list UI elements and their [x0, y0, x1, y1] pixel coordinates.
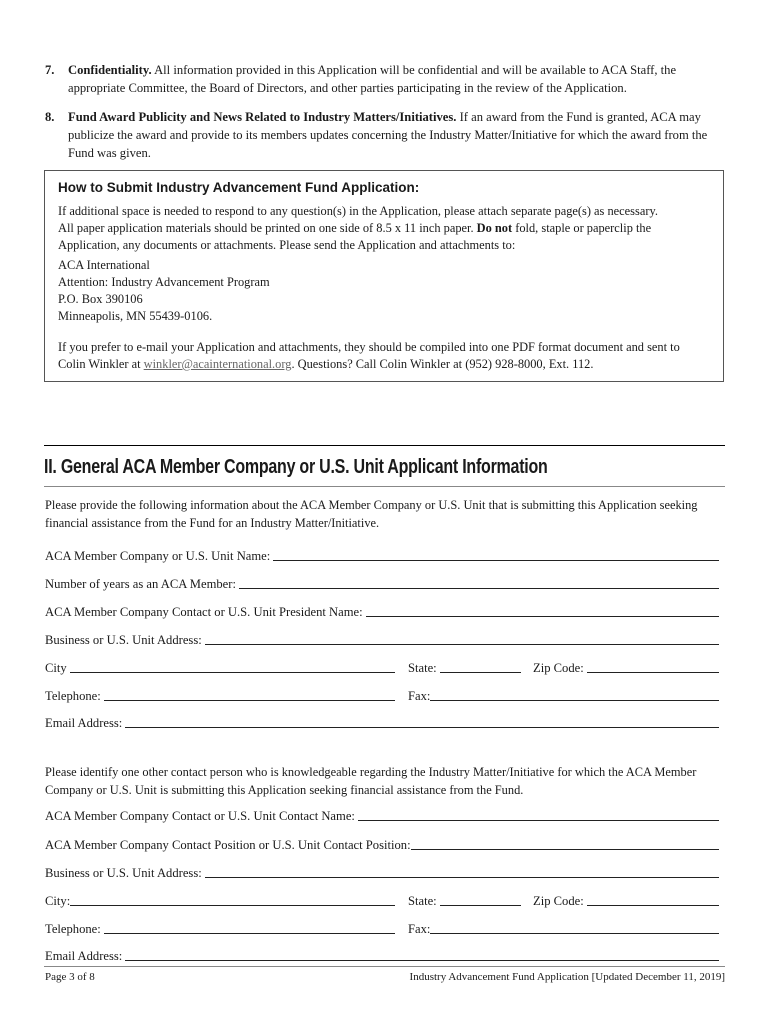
- city-field[interactable]: City: [45, 658, 395, 676]
- contact-fax-field[interactable]: Fax:: [408, 919, 719, 937]
- address-line: Minneapolis, MN 55439-0106.: [58, 309, 213, 323]
- telephone-field[interactable]: Telephone:: [45, 686, 395, 704]
- footer-rule: [44, 966, 725, 967]
- item-confidentiality: [45, 61, 725, 97]
- item-title: Confidentiality.: [68, 63, 152, 77]
- fill-line[interactable]: [205, 644, 719, 645]
- contact-zip-field[interactable]: Zip Code:: [533, 891, 719, 909]
- fill-line[interactable]: [440, 672, 521, 673]
- submit-box-para-1: If additional space is needed to respond to any question(s) in the Application, please attach separate page(s) as necessary. All paper application materials should be printed on one side of 8.5 x 11 inch paper. Do not fold, staple or paperclip the Application, any documents or attachments. Please send the Application and attachments to:: [58, 204, 658, 252]
- contact-address-field[interactable]: Business or U.S. Unit Address:: [45, 863, 719, 881]
- mailing-address: [58, 257, 708, 325]
- fill-line[interactable]: [125, 727, 719, 728]
- contact-position-field[interactable]: ACA Member Company Contact Position or U.S. Unit Contact Position:: [45, 835, 719, 853]
- fill-line[interactable]: [440, 905, 521, 906]
- company-contact-field[interactable]: ACA Member Company Contact or U.S. Unit President Name:: [45, 602, 719, 620]
- contact-intro: Please identify one other contact person who is knowledgeable regarding the Industry Matter/Initiative for which the ACA Member Company or U.S. Unit is submitting this Application seeking financial assistance from the Fund.: [45, 765, 697, 797]
- item-number: 8.: [45, 110, 55, 124]
- fill-line[interactable]: [104, 700, 395, 701]
- submit-box-para-email: If you prefer to e-mail your Application and attachments, they should be compiled into one PDF format document and sent to Colin Winkler at winkler@acainternational.org. Questions? Call Colin Winkler at (952) 928-8000, Ext. 112.: [58, 340, 680, 371]
- fill-line[interactable]: [125, 960, 719, 961]
- item-text: All information provided in this Application will be confidential and will be available to ACA Staff, the appropriate Committee, the Board of Directors, and other parties participating in the review of the Application.: [68, 63, 677, 95]
- fill-line[interactable]: [587, 672, 719, 673]
- contact-name-field[interactable]: ACA Member Company Contact or U.S. Unit Contact Name:: [45, 806, 719, 824]
- fill-line[interactable]: [104, 933, 395, 934]
- email-link[interactable]: winkler@acainternational.org: [143, 357, 292, 371]
- fill-line[interactable]: [205, 877, 719, 878]
- section-rule-thin: [44, 486, 725, 487]
- section-intro: Please provide the following information about the ACA Member Company or U.S. Unit that is submitting this Application seeking financial assistance from the Fund for an Industry Matter/Initiative.: [45, 498, 698, 530]
- fill-line[interactable]: [366, 616, 719, 617]
- fax-field[interactable]: Fax:: [408, 686, 719, 704]
- fill-line[interactable]: [70, 672, 395, 673]
- fill-line[interactable]: [430, 933, 719, 934]
- contact-state-field[interactable]: State:: [408, 891, 521, 909]
- item-publicity: [45, 108, 725, 162]
- address-line: Attention: Industry Advancement Program: [58, 275, 270, 289]
- zip-code-field[interactable]: Zip Code:: [533, 658, 719, 676]
- state-field[interactable]: State:: [408, 658, 521, 676]
- item-text: If an award from the Fund is granted, ACA may publicize the award and provide to its members updates concerning the Industry Matter/Initiative for which the award from the Fund was given.: [68, 110, 708, 160]
- fill-line[interactable]: [358, 820, 719, 821]
- email-address-field[interactable]: Email Address:: [45, 713, 719, 731]
- address-line: P.O. Box 390106: [58, 292, 143, 306]
- contact-telephone-field[interactable]: Telephone:: [45, 919, 395, 937]
- fill-line[interactable]: [587, 905, 719, 906]
- submit-instructions-box: [44, 170, 724, 382]
- item-number: 7.: [45, 63, 55, 77]
- years-member-field[interactable]: Number of years as an ACA Member:: [45, 574, 719, 592]
- fill-line[interactable]: [430, 700, 719, 701]
- contact-email-field[interactable]: Email Address:: [45, 946, 719, 964]
- submit-box-title: How to Submit Industry Advancement Fund Application:: [58, 180, 420, 195]
- contact-city-field[interactable]: City:: [45, 891, 395, 909]
- business-address-field[interactable]: Business or U.S. Unit Address:: [45, 630, 719, 648]
- fill-line[interactable]: [70, 905, 395, 906]
- document-title-footer: Industry Advancement Fund Application [Updated December 11, 2019]: [409, 971, 725, 983]
- company-name-field[interactable]: ACA Member Company or U.S. Unit Name:: [45, 546, 719, 564]
- fill-line[interactable]: [411, 849, 719, 850]
- page-number: Page 3 of 8: [45, 971, 95, 983]
- address-line: ACA International: [58, 258, 150, 272]
- fill-line[interactable]: [273, 560, 719, 561]
- item-title: Fund Award Publicity and News Related to Industry Matters/Initiatives.: [68, 110, 457, 124]
- section-title: II. General ACA Member Company or U.S. Unit Applicant Information: [44, 456, 548, 478]
- fill-line[interactable]: [239, 588, 719, 589]
- section-rule: [44, 445, 725, 446]
